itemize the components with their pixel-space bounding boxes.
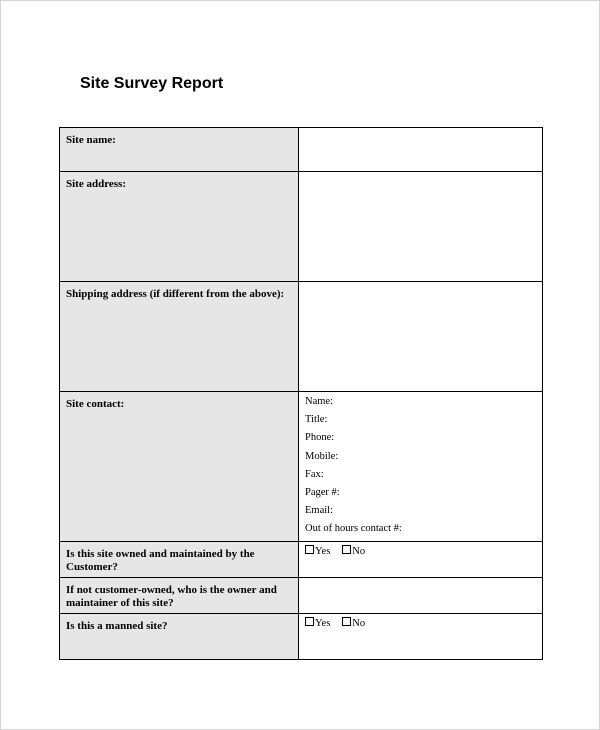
survey-form-table [59, 127, 543, 660]
contact-mobile-label: Mobile: [305, 450, 339, 462]
table-row [60, 172, 543, 282]
owned-maintained-label: Is this site owned and maintained by the Customer? [60, 541, 299, 577]
shipping-address-label: Shipping address (if different from the above): [60, 282, 299, 392]
contact-name-label: Name: [305, 396, 333, 407]
owned-maintained-field [299, 541, 543, 577]
no-checkbox[interactable] [342, 617, 351, 626]
table-row [60, 392, 543, 542]
table-row [60, 541, 543, 577]
site-address-label: Site address: [60, 172, 299, 282]
site-contact-field[interactable] [299, 392, 543, 542]
site-contact-label: Site contact: [60, 392, 299, 542]
table-row [60, 282, 543, 392]
table-row [60, 128, 543, 172]
site-name-field[interactable] [299, 128, 543, 172]
table-row [60, 577, 543, 613]
contact-pager-label: Pager #: [305, 486, 340, 498]
site-address-field[interactable] [299, 172, 543, 282]
shipping-address-field[interactable] [299, 282, 543, 392]
manned-site-label: Is this a manned site? [60, 613, 299, 659]
yes-checkbox[interactable] [305, 617, 314, 626]
contact-phone-label: Phone: [305, 432, 335, 444]
page-title: Site Survey Report [80, 75, 224, 92]
yes-option-label: Yes [315, 545, 331, 557]
manned-site-field [299, 613, 543, 659]
no-checkbox[interactable] [342, 545, 351, 554]
contact-after-hours-label: Out of hours contact #: [305, 523, 402, 535]
yes-option-label: Yes [315, 617, 331, 629]
no-option-label: No [352, 545, 366, 557]
contact-email-label: Email: [305, 505, 333, 517]
no-option-label: No [352, 617, 366, 629]
owner-maintainer-field[interactable] [299, 577, 543, 613]
contact-fax-label: Fax: [305, 468, 324, 480]
site-name-label: Site name: [60, 128, 299, 172]
contact-field-list [299, 392, 542, 541]
contact-title-label: Title: [305, 414, 328, 426]
table-row [60, 613, 543, 659]
yes-checkbox[interactable] [305, 545, 314, 554]
owner-maintainer-label: If not customer-owned, who is the owner and maintainer of this site? [60, 577, 299, 613]
